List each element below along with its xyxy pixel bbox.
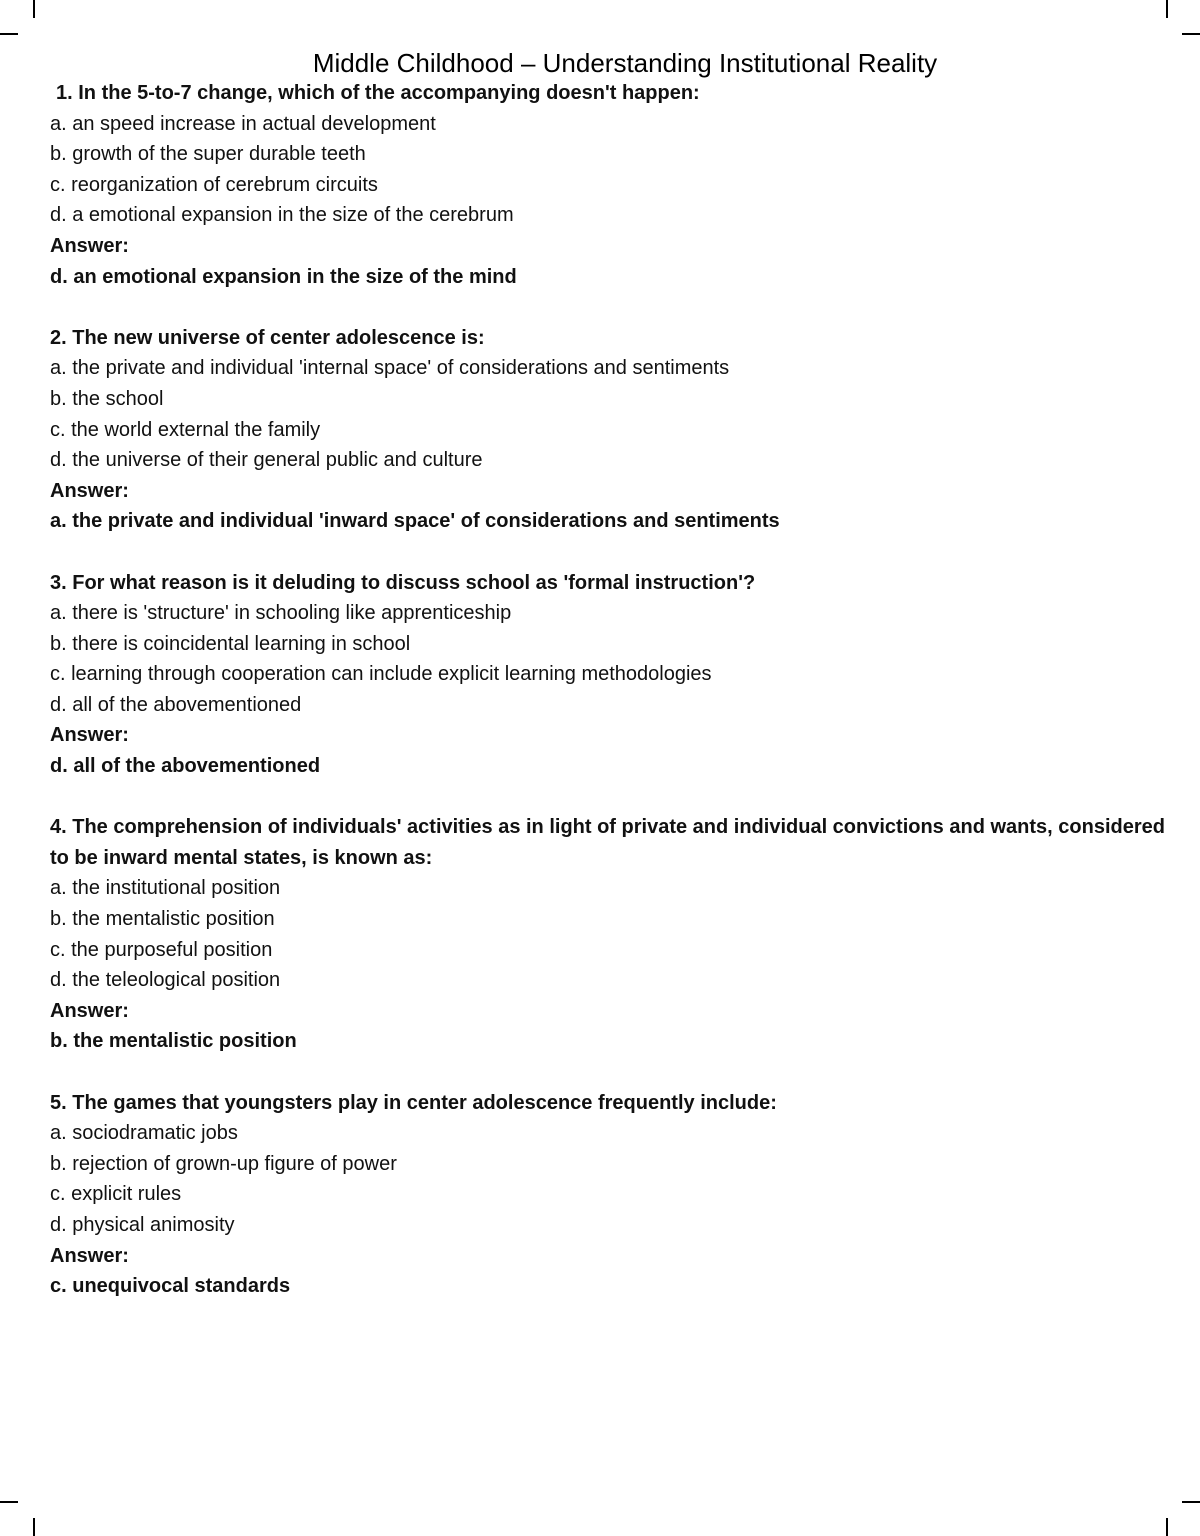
option-a: a. sociodramatic jobs <box>50 1122 238 1145</box>
option-a: a. the private and individual 'internal space' of considerations and sentiments <box>50 357 730 380</box>
answer-text: a. the private and individual 'inward space' of considerations and sentiments <box>50 510 780 533</box>
option-c: c. the world external the family <box>50 418 321 441</box>
question-2 <box>50 323 1170 537</box>
option-d: d. physical animosity <box>50 1213 235 1236</box>
option-b: b. growth of the super durable teeth <box>50 143 366 166</box>
option-a: a. an speed increase in actual development <box>50 112 436 135</box>
question-3 <box>50 568 1170 782</box>
option-d: d. the universe of their general public and culture <box>50 449 483 472</box>
option-b: b. rejection of grown-up figure of power <box>50 1152 397 1175</box>
question-text: 3. For what reason is it deluding to discuss school as 'formal instruction'? <box>50 571 756 594</box>
option-d: d. all of the abovementioned <box>50 693 302 716</box>
option-b: b. the mentalistic position <box>50 908 275 931</box>
question-4 <box>50 812 1170 1057</box>
crop-mark-top-left-h <box>0 33 18 35</box>
option-c: c. the purposeful position <box>50 938 273 961</box>
question-text: 5. The games that youngsters play in center adolescence frequently include: <box>50 1091 777 1114</box>
option-a: a. there is 'structure' in schooling like apprenticeship <box>50 602 512 625</box>
answer-label: Answer: <box>50 1244 129 1267</box>
option-d: d. a emotional expansion in the size of the cerebrum <box>50 204 514 227</box>
question-text: 2. The new universe of center adolescence is: <box>50 326 485 349</box>
question-5 <box>50 1088 1170 1302</box>
page-title: Middle Childhood – Understanding Institutional Reality <box>312 48 938 78</box>
crop-mark-bottom-right <box>1166 1518 1168 1536</box>
option-a: a. the institutional position <box>50 877 281 900</box>
answer-label: Answer: <box>50 724 129 747</box>
question-1 <box>50 78 1170 292</box>
crop-mark-bottom-right-h <box>1182 1501 1200 1503</box>
option-c: c. explicit rules <box>50 1183 182 1206</box>
crop-mark-top-right-h <box>1182 33 1200 35</box>
option-b: b. the school <box>50 387 164 410</box>
crop-mark-bottom-left-h <box>0 1501 18 1503</box>
question-text: 1. In the 5-to-7 change, which of the accompanying doesn't happen: <box>56 82 700 104</box>
answer-text: c. unequivocal standards <box>50 1275 291 1298</box>
option-d: d. the teleological position <box>50 969 281 992</box>
option-c: c. reorganization of cerebrum circuits <box>50 173 378 196</box>
answer-text: b. the mentalistic position <box>50 1030 297 1053</box>
question-list <box>50 78 1170 1302</box>
answer-label: Answer: <box>50 479 129 502</box>
answer-text: d. an emotional expansion in the size of the mind <box>50 265 517 288</box>
option-c: c. learning through cooperation can include explicit learning methodologies <box>50 663 712 686</box>
crop-mark-bottom-left <box>33 1518 35 1536</box>
answer-text: d. all of the abovementioned <box>50 755 321 778</box>
answer-label: Answer: <box>50 234 129 257</box>
crop-mark-top-left <box>33 0 35 18</box>
question-text: 4. The comprehension of individuals' activities as in light of private and individual convictions and wants, considered to be inward mental states, is known as: <box>50 816 1165 869</box>
answer-label: Answer: <box>50 999 129 1022</box>
option-b: b. there is coincidental learning in school <box>50 632 411 655</box>
crop-mark-top-right <box>1166 0 1168 18</box>
